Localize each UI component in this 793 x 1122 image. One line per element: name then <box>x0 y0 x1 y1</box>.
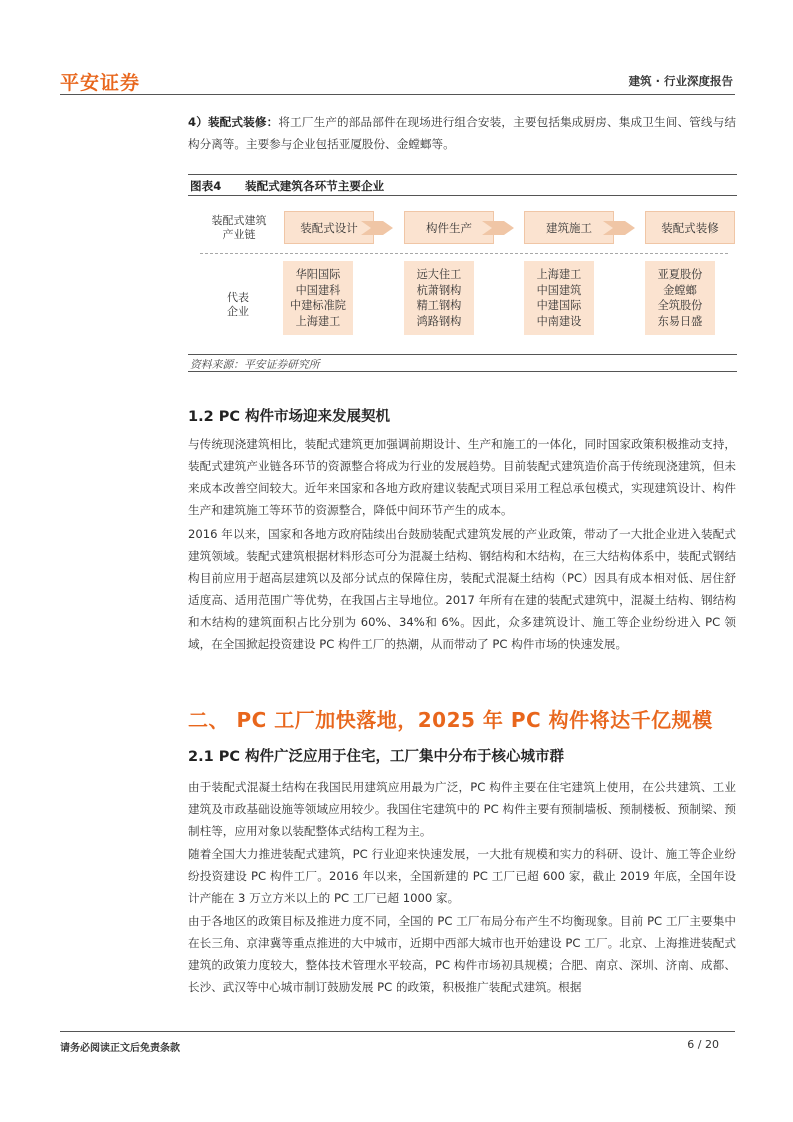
dashed-divider <box>200 253 728 254</box>
section-2-1-paragraph-1: 由于装配式混凝土结构在我国民用建筑应用最为广泛，PC 构件主要在住宅建筑上使用，在公共建筑、工业建筑及市政基础设施等领域应用较少。我国住宅建筑中的 PC 构件主要有预制墙板、预制楼板、预制梁、预制柱等，应用对象以装配整体式结构工程为主。 <box>188 780 736 838</box>
figure-number: 图表4 <box>190 179 222 193</box>
intro-label: 4）装配式装修： <box>188 115 279 129</box>
rep-label: 代表 企业 <box>227 291 249 318</box>
companies-decoration: 亚夏股份 金螳螂 全筑股份 东易日盛 <box>645 261 715 335</box>
figure-source: 资料来源：平安证券研究所 <box>190 358 320 371</box>
companies-production: 远大住工 杭萧钢构 精工钢构 鸿路钢构 <box>404 261 474 335</box>
chevron-arrow-icon <box>482 221 514 235</box>
footer-divider <box>60 1031 735 1032</box>
stage-design: 装配式设计 <box>284 211 374 244</box>
section-1-2-paragraph-2: 2016 年以来，国家和各地方政府陆续出台鼓励装配式建筑发展的产业政策，带动了一大批企业进入装配式建筑领域。装配式建筑根据材料形态可分为混凝土结构、钢结构和木结构，在三大结构体系中，装配式钢结构目前应用于超高层建筑以及部分试点的保障住房，装配式混凝土结构（PC）因具有成本相对低、居住舒适度高、适用范围广等优势，在我国占主导地位。2017 年所有在建的装配式建筑中，混凝土结构、钢结构和木结构的建筑面积占比分别为 60%、34%和 6%。因此，众多建筑设计、施工等企业纷纷进入 PC 领域，在全国掀起投资建设 PC 构件工厂的热潮，从而带动了 PC 构件市场的快速发展。 <box>188 527 736 651</box>
chevron-arrow-icon <box>361 221 393 235</box>
chevron-arrow-icon <box>603 221 635 235</box>
report-category: 建筑 · 行业深度报告 <box>628 74 733 88</box>
section-2-1-paragraph-3: 由于各地区的政策目标及推进力度不同，全国的 PC 工厂布局分布产生不均衡现象。目前 PC 工厂主要集中在长三角、京津冀等重点推进的大中城市，近期中西部大城市也开始建设 PC 工厂。北京、上海推进装配式建筑的政策力度较大，整体技术管理水平较高，PC 构件市场初具规模；合肥、南京、深圳、济南、成都、长沙、武汉等中心城市制订鼓励发展 PC 的政策，积极推广装配式建筑。根据 <box>188 914 736 994</box>
disclaimer-note: 请务必阅读正文后免责条款 <box>60 1043 180 1054</box>
chain-label: 装配式建筑 产业链 <box>211 214 267 241</box>
figure-title-text: 装配式建筑各环节主要企业 <box>245 179 385 193</box>
source-rule <box>188 371 737 372</box>
intro-paragraph <box>188 111 736 155</box>
figure-title-rule <box>188 195 737 196</box>
section-1-2-paragraph-1: 与传统现浇建筑相比，装配式建筑更加强调前期设计、生产和施工的一体化，同时国家政策积极推动支持，装配式建筑产业链各环节的资源整合将成为行业的发展趋势。目前装配式建筑造价高于传统现浇建筑，但未来成本改善空间较大。近年来国家和各地方政府建议装配式项目采用工程总承包模式，实现建筑设计、构件生产和建筑施工等环节的资源整合，降低中间环节产生的成本。 <box>188 437 736 517</box>
chapter-2-title: 二、 PC 工厂加快落地，2025 年 PC 构件将达千亿规模 <box>188 708 713 732</box>
page-number: 6 / 20 <box>687 1038 719 1051</box>
section-2-1-paragraph-2: 随着全国大力推进装配式建筑，PC 行业迎来快速发展，一大批有规模和实力的科研、设计、施工等企业纷纷投资建设 PC 构件工厂。2016 年以来，全国新建的 PC 工厂已超 600 家，截止 2019 年底，全国年设计产能在 3 万立方米以上的 PC 工厂已超 1000 家。 <box>188 847 736 905</box>
companies-design: 华阳国际 中国建科 中建标准院 上海建工 <box>283 261 353 335</box>
figure-bottom-rule <box>188 354 737 355</box>
header-divider <box>60 94 735 95</box>
figure-top-rule <box>188 174 737 175</box>
stage-production: 构件生产 <box>404 211 494 244</box>
intro-text: 将工厂生产的部品部件在现场进行组合安装，主要包括集成厨房、集成卫生间、管线与结构分离等。主要参与企业包括亚厦股份、金螳螂等。 <box>188 115 736 151</box>
companies-construction: 上海建工 中国建筑 中建国际 中南建设 <box>524 261 594 335</box>
stage-construction: 建筑施工 <box>524 211 614 244</box>
figure-title <box>190 178 384 194</box>
stage-decoration: 装配式装修 <box>645 211 735 244</box>
section-2-1-title: 2.1 PC 构件广泛应用于住宅，工厂集中分布于核心城市群 <box>188 749 565 765</box>
section-1-2-title: 1.2 PC 构件市场迎来发展契机 <box>188 409 391 425</box>
brand-logo: 平安证券 <box>60 72 141 94</box>
